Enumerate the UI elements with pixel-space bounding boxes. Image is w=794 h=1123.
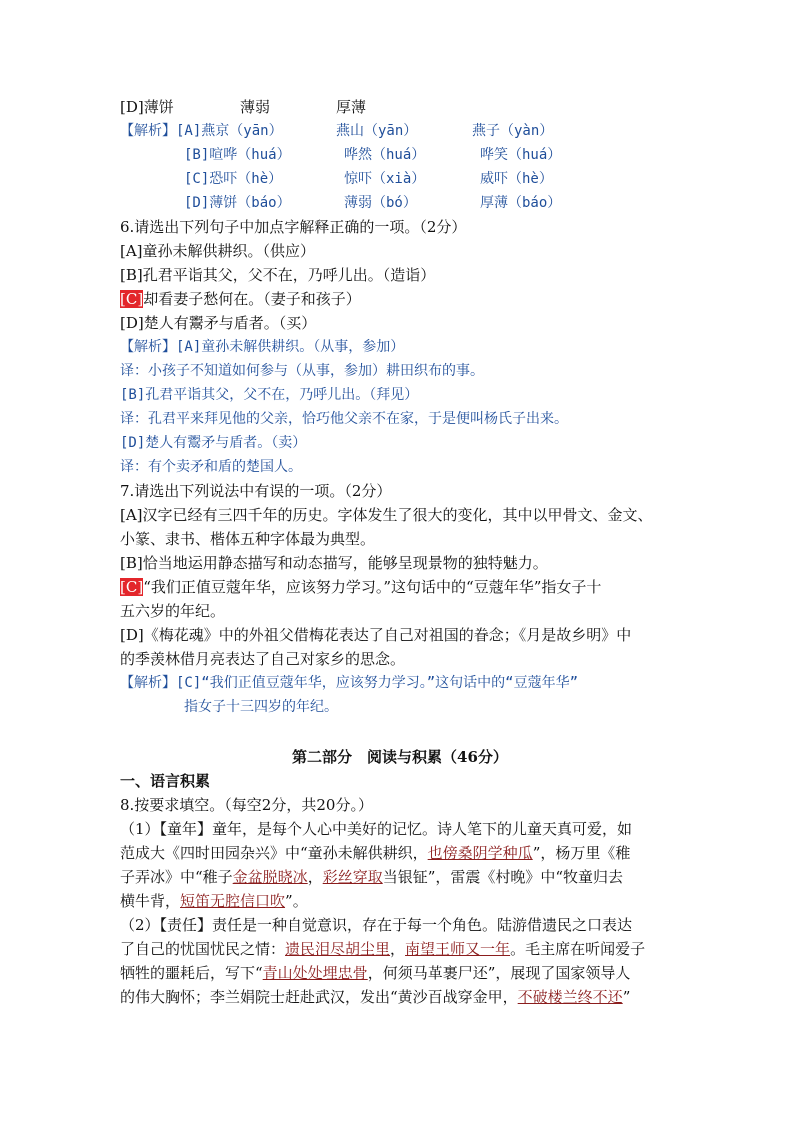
text-run: ”，杨万里《稚: [532, 844, 631, 862]
q6-option-a: [A]童孙未解供耕织。（供应）: [120, 242, 316, 260]
q7-option-c-2: 五六岁的年纪。: [120, 602, 226, 620]
text-run: 横牛背，: [120, 892, 181, 910]
q5-ans-cell: 哗然（huá）: [344, 147, 426, 163]
q7-option-b: [B]恰当地运用静态描写和动态描写，能够呈现景物的独特魅力。: [120, 554, 548, 572]
q6-jiexi-1: 【解析】[A]童孙未解供耕织。（从事，参加）: [120, 339, 405, 355]
q7-jiexi-1: 【解析】[C]“我们正值豆蔻年华，应该努力学习。”这句话中的“豆蔻年华”: [120, 675, 578, 691]
q7-stem: 7.请选出下列说法中有误的一项。（2分）: [120, 482, 392, 500]
fill-answer: 南望王师又一年: [405, 940, 511, 958]
answer-highlight: [C]: [120, 578, 144, 596]
text-run: 当银钲”，雷震《村晚》中“牧童归去: [382, 868, 624, 886]
q5-ans-cell: 威吓（hè）: [480, 171, 553, 187]
text-run: 。毛主席在听闻爱子: [510, 940, 646, 958]
q6-option-d: [D]楚人有鬻矛与盾者。（买）: [120, 314, 317, 332]
q5-ans-cell: [D]薄饼（báo）: [184, 195, 291, 211]
q8-p2-line-3: [120, 962, 630, 984]
q6-jiexi-5: [D]楚人有鬻矛与盾者。（卖）: [120, 435, 307, 451]
q7-option-a-1: [A]汉字已经有三四千年的历史。字体发生了很大的变化，其中以甲骨文、金文、: [120, 506, 653, 524]
q8-stem: 8.按要求填空。（每空2分，共20分。）: [120, 796, 373, 814]
q8-p2-line-1: （2）【责任】责任是一种自觉意识，存在于每一个角色。陆游借遗民之口表达: [120, 916, 633, 934]
q5-ans-cell: [B]喧哗（huá）: [184, 147, 291, 163]
q5-jiexi-row-4: [184, 192, 561, 214]
q5-jiexi-row-1: [120, 120, 553, 142]
q6-jiexi-6: 译：有个卖矛和盾的楚国人。: [120, 459, 302, 475]
q5-jiexi-row-3: [184, 168, 553, 190]
text-run: 范成大《四时田园杂兴》中“童孙未解供耕织，: [120, 844, 428, 862]
q8-p1-line-2: [120, 842, 630, 864]
fill-answer: 短笛无腔信口吹: [180, 892, 286, 910]
q5-jiexi-row-2: [184, 144, 561, 166]
fill-answer: 不破楼兰终不还: [517, 988, 623, 1006]
q7-option-d-1: [D]《梅花魂》中的外祖父借梅花表达了自己对祖国的眷念；《月是故乡明》中: [120, 626, 632, 644]
q5-ans-cell: 厚薄（báo）: [480, 195, 562, 211]
q6-stem: 6.请选出下列句子中加点字解释正确的一项。（2分）: [120, 218, 467, 236]
text-run: ，: [390, 940, 406, 958]
fill-answer: 彩丝穿取: [322, 868, 383, 886]
q6-jiexi-3: [B]孔君平诣其父，父不在，乃呼儿出。（拜见）: [120, 387, 419, 403]
q5-ans-cell: 哗笑（huá）: [480, 147, 562, 163]
jiexi-label: 【解析】: [120, 123, 176, 139]
q5-ans-cell: 薄弱（bó）: [344, 195, 417, 211]
text-run: 子弄冰》中“稚子: [120, 868, 233, 886]
q8-p1-line-1: （1）【童年】童年，是每个人心中美好的记忆。诗人笔下的儿童天真可爱，如: [120, 820, 633, 838]
q7-option-d-2: 的季羡林借月亮表达了自己对家乡的思念。: [120, 650, 406, 668]
section-heading: 一、语言积累: [120, 772, 211, 790]
text-run: 的伟大胸怀；李兰娟院士赶赴武汉，发出“黄沙百战穿金甲，: [120, 988, 518, 1006]
answer-highlight: [C]: [120, 290, 144, 308]
q5-option-d-c: 厚薄: [336, 98, 367, 116]
q5-ans-cell: [A]燕京（yān）: [176, 123, 283, 139]
text-run: 了自己的忧国忧民之情：: [120, 940, 286, 958]
q5-ans-cell: 惊吓（xià）: [344, 171, 426, 187]
fill-answer: 遗民泪尽胡尘里: [285, 940, 391, 958]
part2-title: 第二部分 阅读与积累（46分）: [292, 748, 508, 766]
fill-answer: 也傍桑阴学种瓜: [427, 844, 533, 862]
fill-answer: 青山处处埋忠骨: [262, 964, 368, 982]
q8-p2-line-2: [120, 938, 645, 960]
q7-option-c-1: [120, 576, 601, 598]
q5-option-d: [120, 96, 366, 118]
text-run: ”。: [285, 892, 308, 910]
q6-jiexi-4: 译：孔君平来拜见他的父亲，恰巧他父亲不在家，于是便叫杨氏子出来。: [120, 411, 568, 427]
q6-jiexi-2: 译：小孩子不知道如何参与（从事，参加）耕田织布的事。: [120, 363, 484, 379]
q7-option-c-text: “我们正值豆蔻年华，应该努力学习。”这句话中的“豆蔻年华”指女子十: [143, 578, 602, 596]
fill-answer: 金盆脱晓冰: [232, 868, 308, 886]
q7-option-a-2: 小篆、隶书、楷体五种字体最为典型。: [120, 530, 376, 548]
text-run: ”: [622, 988, 631, 1006]
q6-option-c: [120, 288, 361, 310]
q5-option-d-a: [D]薄饼: [120, 98, 174, 116]
q6-option-b: [B]孔君平诣其父，父不在，乃呼儿出。（造诣）: [120, 266, 436, 284]
q8-p1-line-4: [120, 890, 308, 912]
q5-option-d-b: 薄弱: [240, 98, 271, 116]
text-run: 牺牲的噩耗后，写下“: [120, 964, 263, 982]
text-run: ，何须马革裹尸还”，展现了国家领导人: [367, 964, 631, 982]
q8-p1-line-3: [120, 866, 623, 888]
q6-option-c-text: 却看妻子愁何在。（妻子和孩子）: [143, 290, 361, 308]
q5-ans-cell: 燕山（yān）: [336, 123, 418, 139]
text-run: ，: [307, 868, 323, 886]
q5-ans-cell: [C]恐吓（hè）: [184, 171, 283, 187]
q5-ans-cell: 燕子（yàn）: [472, 123, 554, 139]
q7-jiexi-2: 指女子十三四岁的年纪。: [184, 699, 338, 715]
q8-p2-line-4: [120, 986, 630, 1008]
